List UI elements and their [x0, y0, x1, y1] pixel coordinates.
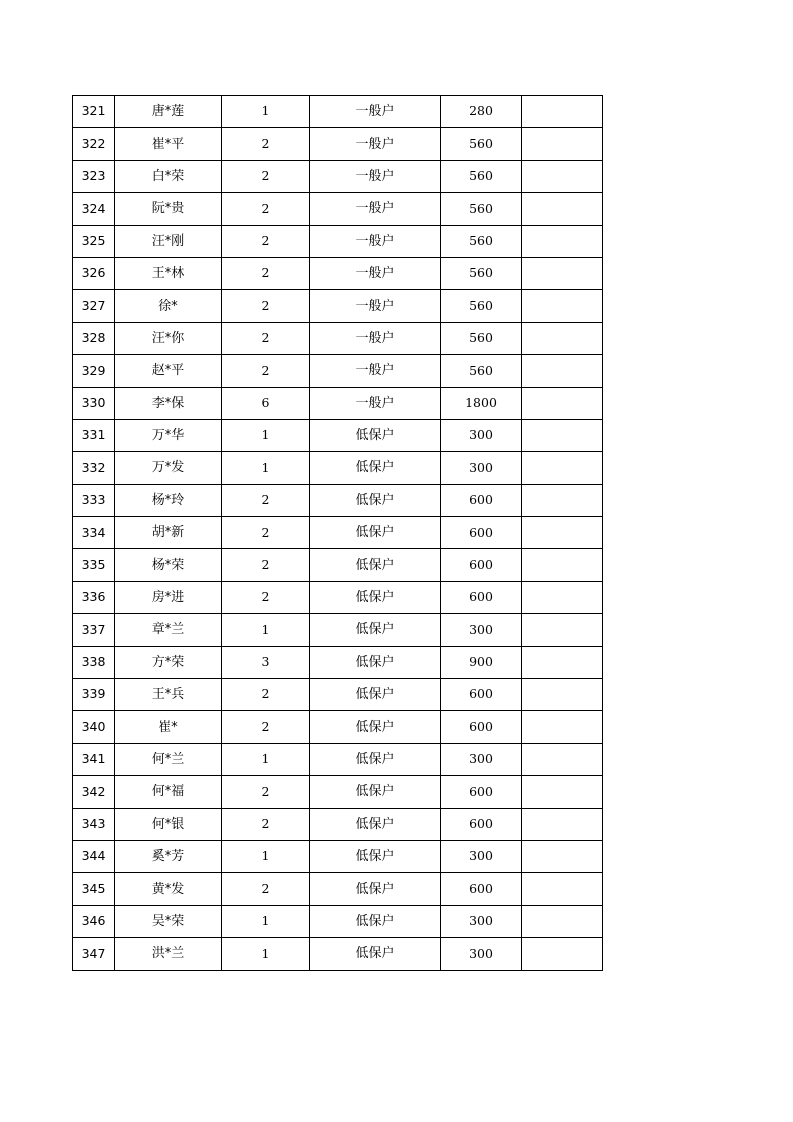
name-cell: 白*荣: [115, 160, 222, 192]
amount-cell: 1800: [441, 387, 522, 419]
name-cell: 汪*刚: [115, 225, 222, 257]
amount-cell: 300: [441, 452, 522, 484]
member-count-cell: 2: [222, 808, 310, 840]
row-number-cell: 338: [73, 646, 115, 678]
table-row: [73, 646, 603, 678]
member-count-cell: 1: [222, 743, 310, 775]
member-count-cell: 6: [222, 387, 310, 419]
household-type-cell: 一般户: [310, 257, 441, 289]
household-type-cell: 低保户: [310, 549, 441, 581]
member-count-cell: 1: [222, 840, 310, 872]
household-type-cell: 低保户: [310, 581, 441, 613]
name-cell: 房*进: [115, 581, 222, 613]
note-cell: [522, 776, 603, 808]
row-number-cell: 333: [73, 484, 115, 516]
table-row: [73, 614, 603, 646]
table-body: [73, 96, 603, 971]
row-number-cell: 332: [73, 452, 115, 484]
household-type-cell: 低保户: [310, 840, 441, 872]
row-number-cell: 335: [73, 549, 115, 581]
row-number-cell: 327: [73, 290, 115, 322]
row-number-cell: 341: [73, 743, 115, 775]
row-number-cell: 340: [73, 711, 115, 743]
household-type-cell: 一般户: [310, 128, 441, 160]
member-count-cell: 2: [222, 257, 310, 289]
household-type-cell: 一般户: [310, 96, 441, 128]
household-type-cell: 一般户: [310, 387, 441, 419]
member-count-cell: 2: [222, 581, 310, 613]
row-number-cell: 343: [73, 808, 115, 840]
member-count-cell: 2: [222, 711, 310, 743]
name-cell: 何*兰: [115, 743, 222, 775]
table-row: [73, 679, 603, 711]
household-type-cell: 低保户: [310, 646, 441, 678]
amount-cell: 560: [441, 257, 522, 289]
row-number-cell: 345: [73, 873, 115, 905]
amount-cell: 560: [441, 355, 522, 387]
amount-cell: 600: [441, 581, 522, 613]
table-row: [73, 257, 603, 289]
table-row: [73, 387, 603, 419]
name-cell: 李*保: [115, 387, 222, 419]
note-cell: [522, 808, 603, 840]
member-count-cell: 1: [222, 419, 310, 451]
note-cell: [522, 905, 603, 937]
row-number-cell: 330: [73, 387, 115, 419]
row-number-cell: 342: [73, 776, 115, 808]
note-cell: [522, 646, 603, 678]
household-type-cell: 低保户: [310, 679, 441, 711]
table-row: [73, 484, 603, 516]
name-cell: 万*华: [115, 419, 222, 451]
amount-cell: 280: [441, 96, 522, 128]
household-type-cell: 一般户: [310, 290, 441, 322]
name-cell: 杨*荣: [115, 549, 222, 581]
note-cell: [522, 257, 603, 289]
table-row: [73, 840, 603, 872]
amount-cell: 300: [441, 419, 522, 451]
name-cell: 胡*新: [115, 517, 222, 549]
note-cell: [522, 938, 603, 970]
table-row: [73, 549, 603, 581]
household-type-cell: 低保户: [310, 776, 441, 808]
table-row: [73, 581, 603, 613]
household-type-cell: 低保户: [310, 452, 441, 484]
amount-cell: 560: [441, 193, 522, 225]
name-cell: 吴*荣: [115, 905, 222, 937]
name-cell: 徐*: [115, 290, 222, 322]
household-type-cell: 一般户: [310, 322, 441, 354]
household-type-cell: 一般户: [310, 193, 441, 225]
note-cell: [522, 355, 603, 387]
note-cell: [522, 96, 603, 128]
amount-cell: 600: [441, 808, 522, 840]
member-count-cell: 1: [222, 452, 310, 484]
table-row: [73, 743, 603, 775]
amount-cell: 300: [441, 840, 522, 872]
member-count-cell: 1: [222, 905, 310, 937]
amount-cell: 560: [441, 160, 522, 192]
note-cell: [522, 193, 603, 225]
member-count-cell: 2: [222, 355, 310, 387]
member-count-cell: 2: [222, 776, 310, 808]
row-number-cell: 329: [73, 355, 115, 387]
amount-cell: 900: [441, 646, 522, 678]
name-cell: 章*兰: [115, 614, 222, 646]
table-row: [73, 419, 603, 451]
member-count-cell: 2: [222, 322, 310, 354]
amount-cell: 600: [441, 484, 522, 516]
household-type-cell: 低保户: [310, 938, 441, 970]
name-cell: 何*福: [115, 776, 222, 808]
name-cell: 王*林: [115, 257, 222, 289]
table-row: [73, 96, 603, 128]
name-cell: 阮*贵: [115, 193, 222, 225]
table-row: [73, 776, 603, 808]
member-count-cell: 2: [222, 193, 310, 225]
household-type-cell: 一般户: [310, 160, 441, 192]
member-count-cell: 2: [222, 290, 310, 322]
note-cell: [522, 743, 603, 775]
member-count-cell: 2: [222, 225, 310, 257]
household-type-cell: 低保户: [310, 808, 441, 840]
row-number-cell: 336: [73, 581, 115, 613]
household-type-cell: 低保户: [310, 873, 441, 905]
row-number-cell: 339: [73, 679, 115, 711]
household-type-cell: 低保户: [310, 711, 441, 743]
note-cell: [522, 128, 603, 160]
row-number-cell: 347: [73, 938, 115, 970]
name-cell: 奚*芳: [115, 840, 222, 872]
table-row: [73, 225, 603, 257]
row-number-cell: 325: [73, 225, 115, 257]
row-number-cell: 328: [73, 322, 115, 354]
row-number-cell: 337: [73, 614, 115, 646]
amount-cell: 600: [441, 549, 522, 581]
household-type-cell: 低保户: [310, 614, 441, 646]
household-type-cell: 低保户: [310, 484, 441, 516]
amount-cell: 600: [441, 711, 522, 743]
member-count-cell: 1: [222, 614, 310, 646]
household-type-cell: 一般户: [310, 355, 441, 387]
table-row: [73, 322, 603, 354]
member-count-cell: 2: [222, 517, 310, 549]
table-row: [73, 193, 603, 225]
table-row: [73, 128, 603, 160]
table-row: [73, 711, 603, 743]
row-number-cell: 344: [73, 840, 115, 872]
amount-cell: 600: [441, 679, 522, 711]
row-number-cell: 324: [73, 193, 115, 225]
household-table: [72, 95, 603, 971]
name-cell: 崔*平: [115, 128, 222, 160]
note-cell: [522, 225, 603, 257]
note-cell: [522, 549, 603, 581]
member-count-cell: 2: [222, 128, 310, 160]
amount-cell: 300: [441, 614, 522, 646]
table-row: [73, 808, 603, 840]
table-row: [73, 452, 603, 484]
amount-cell: 600: [441, 776, 522, 808]
amount-cell: 300: [441, 905, 522, 937]
name-cell: 唐*莲: [115, 96, 222, 128]
note-cell: [522, 679, 603, 711]
name-cell: 赵*平: [115, 355, 222, 387]
row-number-cell: 326: [73, 257, 115, 289]
member-count-cell: 2: [222, 160, 310, 192]
amount-cell: 300: [441, 938, 522, 970]
table-row: [73, 290, 603, 322]
row-number-cell: 346: [73, 905, 115, 937]
amount-cell: 560: [441, 128, 522, 160]
amount-cell: 300: [441, 743, 522, 775]
table-row: [73, 517, 603, 549]
row-number-cell: 331: [73, 419, 115, 451]
household-type-cell: 一般户: [310, 225, 441, 257]
member-count-cell: 2: [222, 549, 310, 581]
table-row: [73, 873, 603, 905]
note-cell: [522, 873, 603, 905]
note-cell: [522, 581, 603, 613]
row-number-cell: 334: [73, 517, 115, 549]
note-cell: [522, 517, 603, 549]
row-number-cell: 321: [73, 96, 115, 128]
note-cell: [522, 290, 603, 322]
amount-cell: 600: [441, 517, 522, 549]
note-cell: [522, 452, 603, 484]
note-cell: [522, 614, 603, 646]
name-cell: 王*兵: [115, 679, 222, 711]
household-type-cell: 低保户: [310, 743, 441, 775]
note-cell: [522, 711, 603, 743]
name-cell: 杨*玲: [115, 484, 222, 516]
table-row: [73, 160, 603, 192]
row-number-cell: 322: [73, 128, 115, 160]
member-count-cell: 1: [222, 938, 310, 970]
note-cell: [522, 840, 603, 872]
name-cell: 方*荣: [115, 646, 222, 678]
name-cell: 崔*: [115, 711, 222, 743]
amount-cell: 560: [441, 225, 522, 257]
note-cell: [522, 160, 603, 192]
member-count-cell: 3: [222, 646, 310, 678]
member-count-cell: 2: [222, 484, 310, 516]
household-type-cell: 低保户: [310, 905, 441, 937]
note-cell: [522, 419, 603, 451]
amount-cell: 600: [441, 873, 522, 905]
name-cell: 万*发: [115, 452, 222, 484]
name-cell: 何*银: [115, 808, 222, 840]
amount-cell: 560: [441, 322, 522, 354]
row-number-cell: 323: [73, 160, 115, 192]
household-type-cell: 低保户: [310, 419, 441, 451]
name-cell: 黄*发: [115, 873, 222, 905]
name-cell: 洪*兰: [115, 938, 222, 970]
note-cell: [522, 387, 603, 419]
household-type-cell: 低保户: [310, 517, 441, 549]
table-row: [73, 905, 603, 937]
table-row: [73, 355, 603, 387]
note-cell: [522, 322, 603, 354]
member-count-cell: 2: [222, 873, 310, 905]
name-cell: 汪*你: [115, 322, 222, 354]
table-row: [73, 938, 603, 970]
note-cell: [522, 484, 603, 516]
member-count-cell: 2: [222, 679, 310, 711]
amount-cell: 560: [441, 290, 522, 322]
member-count-cell: 1: [222, 96, 310, 128]
